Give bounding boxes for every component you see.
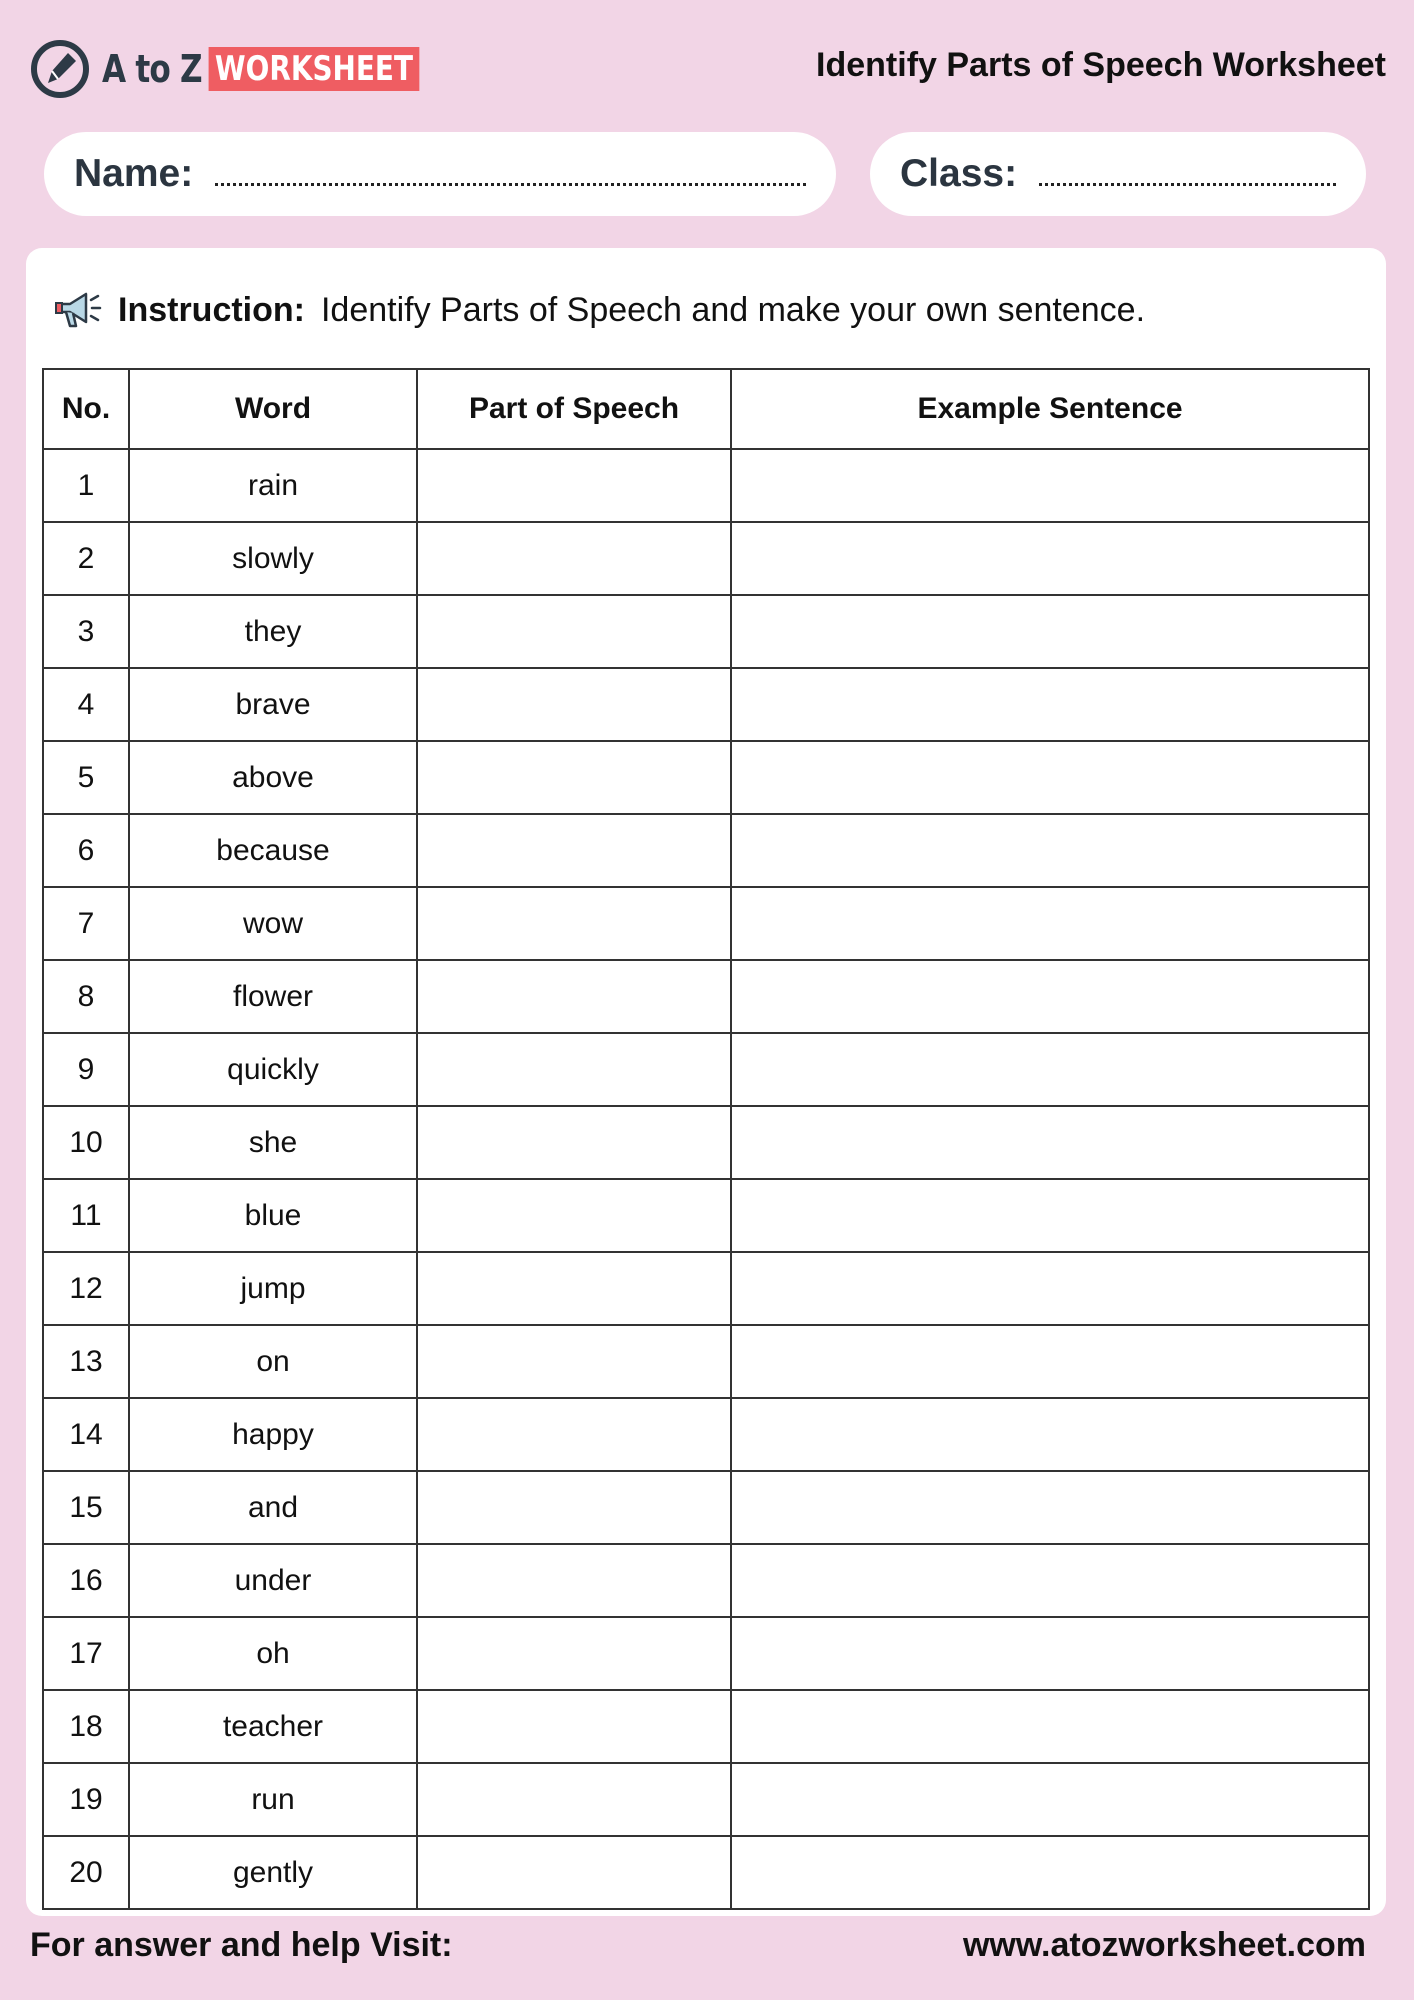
row-number: 20 [43, 1836, 129, 1909]
logo-brand-text: WORKSHEET [208, 47, 419, 91]
example-sentence-cell[interactable] [731, 887, 1369, 960]
instruction [54, 288, 1145, 332]
part-of-speech-cell[interactable] [417, 1763, 731, 1836]
row-word: flower [129, 960, 417, 1033]
part-of-speech-cell[interactable] [417, 960, 731, 1033]
example-sentence-cell[interactable] [731, 1763, 1369, 1836]
worksheet-table-wrap [42, 368, 1370, 1910]
part-of-speech-cell[interactable] [417, 1033, 731, 1106]
part-of-speech-cell[interactable] [417, 1836, 731, 1909]
worksheet-title: Identify Parts of Speech Worksheet [816, 46, 1386, 84]
example-sentence-cell[interactable] [731, 1836, 1369, 1909]
table-row [43, 1471, 1369, 1544]
table-row [43, 522, 1369, 595]
row-number: 12 [43, 1252, 129, 1325]
row-number: 2 [43, 522, 129, 595]
example-sentence-cell[interactable] [731, 1325, 1369, 1398]
example-sentence-cell[interactable] [731, 1471, 1369, 1544]
part-of-speech-cell[interactable] [417, 1471, 731, 1544]
footer-help-text: For answer and help Visit: [30, 1926, 453, 1964]
row-number: 7 [43, 887, 129, 960]
row-number: 9 [43, 1033, 129, 1106]
logo-main-text: A to Z [102, 47, 202, 91]
table-row [43, 1617, 1369, 1690]
table-body [43, 449, 1369, 1909]
table-row [43, 1544, 1369, 1617]
header-word: Word [129, 369, 417, 449]
example-sentence-cell[interactable] [731, 522, 1369, 595]
class-dotted-line[interactable] [1039, 183, 1336, 186]
part-of-speech-cell[interactable] [417, 595, 731, 668]
example-sentence-cell[interactable] [731, 595, 1369, 668]
row-word: run [129, 1763, 417, 1836]
part-of-speech-cell[interactable] [417, 668, 731, 741]
part-of-speech-cell[interactable] [417, 1106, 731, 1179]
row-word: they [129, 595, 417, 668]
row-number: 6 [43, 814, 129, 887]
row-number: 8 [43, 960, 129, 1033]
worksheet-table [42, 368, 1370, 1910]
row-number: 10 [43, 1106, 129, 1179]
table-row [43, 1106, 1369, 1179]
row-word: above [129, 741, 417, 814]
row-number: 15 [43, 1471, 129, 1544]
table-row [43, 1398, 1369, 1471]
row-word: happy [129, 1398, 417, 1471]
row-word: rain [129, 449, 417, 522]
example-sentence-cell[interactable] [731, 1106, 1369, 1179]
example-sentence-cell[interactable] [731, 668, 1369, 741]
table-row [43, 1836, 1369, 1909]
row-word: wow [129, 887, 417, 960]
row-number: 14 [43, 1398, 129, 1471]
row-number: 18 [43, 1690, 129, 1763]
worksheet-card [26, 248, 1386, 1916]
table-row [43, 1325, 1369, 1398]
pencil-circle-icon [30, 39, 90, 99]
table-row [43, 960, 1369, 1033]
header-example-sentence: Example Sentence [731, 369, 1369, 449]
header-no: No. [43, 369, 129, 449]
table-row [43, 887, 1369, 960]
row-word: teacher [129, 1690, 417, 1763]
example-sentence-cell[interactable] [731, 1398, 1369, 1471]
row-word: jump [129, 1252, 417, 1325]
name-label: Name: [74, 152, 194, 195]
name-dotted-line[interactable] [215, 183, 806, 186]
example-sentence-cell[interactable] [731, 1690, 1369, 1763]
part-of-speech-cell[interactable] [417, 1398, 731, 1471]
example-sentence-cell[interactable] [731, 1617, 1369, 1690]
row-word: blue [129, 1179, 417, 1252]
row-word: she [129, 1106, 417, 1179]
table-row [43, 1033, 1369, 1106]
part-of-speech-cell[interactable] [417, 1252, 731, 1325]
row-number: 4 [43, 668, 129, 741]
example-sentence-cell[interactable] [731, 1544, 1369, 1617]
example-sentence-cell[interactable] [731, 1252, 1369, 1325]
part-of-speech-cell[interactable] [417, 741, 731, 814]
table-row [43, 1690, 1369, 1763]
example-sentence-cell[interactable] [731, 449, 1369, 522]
header-part-of-speech: Part of Speech [417, 369, 731, 449]
row-number: 19 [43, 1763, 129, 1836]
class-label: Class: [900, 152, 1018, 195]
table-row [43, 814, 1369, 887]
row-word: brave [129, 668, 417, 741]
part-of-speech-cell[interactable] [417, 1325, 731, 1398]
row-word: quickly [129, 1033, 417, 1106]
row-word: because [129, 814, 417, 887]
table-row [43, 1252, 1369, 1325]
part-of-speech-cell[interactable] [417, 887, 731, 960]
part-of-speech-cell[interactable] [417, 814, 731, 887]
instruction-label: Instruction: [118, 290, 305, 329]
footer-website-link[interactable]: www.atozworksheet.com [962, 1926, 1366, 1964]
part-of-speech-cell[interactable] [417, 1617, 731, 1690]
row-number: 3 [43, 595, 129, 668]
table-row [43, 741, 1369, 814]
table-header-row [43, 369, 1369, 449]
table-row [43, 595, 1369, 668]
row-number: 17 [43, 1617, 129, 1690]
row-word: gently [129, 1836, 417, 1909]
table-row [43, 1763, 1369, 1836]
logo-text [102, 47, 420, 91]
example-sentence-cell[interactable] [731, 960, 1369, 1033]
example-sentence-cell[interactable] [731, 741, 1369, 814]
row-number: 13 [43, 1325, 129, 1398]
part-of-speech-cell[interactable] [417, 1179, 731, 1252]
row-number: 1 [43, 449, 129, 522]
part-of-speech-cell[interactable] [417, 1690, 731, 1763]
table-row [43, 1179, 1369, 1252]
row-number: 11 [43, 1179, 129, 1252]
row-word: under [129, 1544, 417, 1617]
part-of-speech-cell[interactable] [417, 1544, 731, 1617]
row-number: 5 [43, 741, 129, 814]
row-number: 16 [43, 1544, 129, 1617]
example-sentence-cell[interactable] [731, 1033, 1369, 1106]
part-of-speech-cell[interactable] [417, 449, 731, 522]
example-sentence-cell[interactable] [731, 1179, 1369, 1252]
megaphone-icon [54, 288, 104, 332]
instruction-text: Identify Parts of Speech and make your own sentence. [320, 290, 1146, 329]
table-row [43, 449, 1369, 522]
class-field[interactable] [870, 132, 1366, 216]
table-row [43, 668, 1369, 741]
row-word: on [129, 1325, 417, 1398]
row-word: slowly [129, 522, 417, 595]
row-word: oh [129, 1617, 417, 1690]
example-sentence-cell[interactable] [731, 814, 1369, 887]
part-of-speech-cell[interactable] [417, 522, 731, 595]
row-word: and [129, 1471, 417, 1544]
logo [30, 38, 489, 100]
name-field[interactable] [44, 132, 836, 216]
